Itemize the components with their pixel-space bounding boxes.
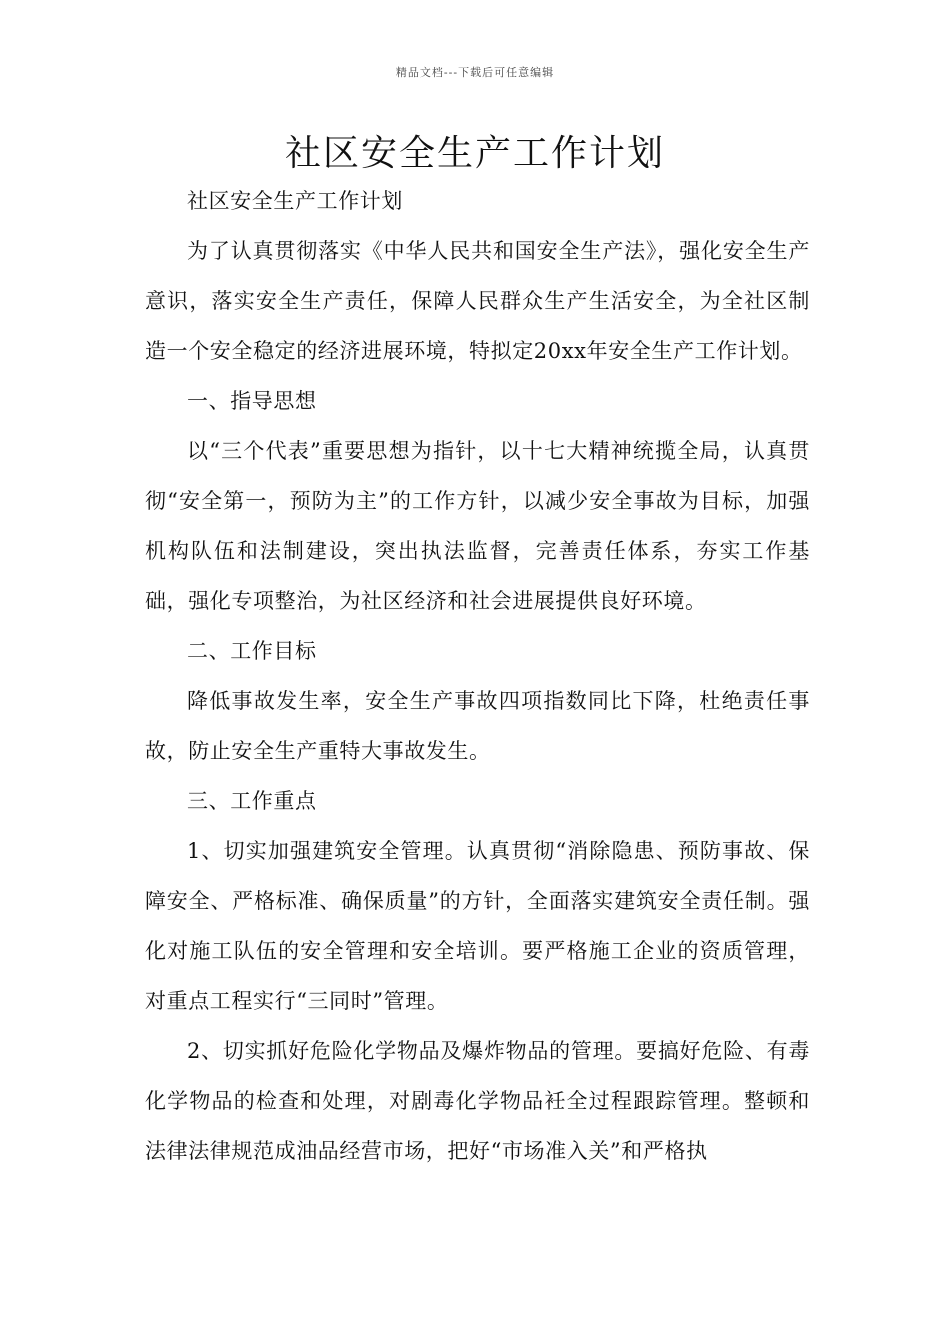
section-heading-guiding-ideology: 一、指导思想 (187, 389, 317, 413)
subtitle-paragraph: 社区安全生产工作计划 (187, 189, 403, 213)
document-title: 社区安全生产工作计划 (284, 133, 665, 174)
intro-paragraph: 为了认真贯彻落实《中华人民共和国安全生产法》，强化安全生产意识，落实安全生产责任，保障人民群众生产生活安全，为全社区制造一个安全稳定的经济进展环境，特拟定20xx年安全生产工作计划。 (145, 239, 810, 363)
section-heading-work-goals: 二、工作目标 (187, 639, 317, 663)
work-focus-item-2: 2、切实抓好危险化学物品及爆炸物品的管理。要搞好危险、有毒化学物品的检查和处理，对剧毒化学物品衽全过程跟踪管理。整顿和法律法律规范成油品经营市场，把好“市场准入关”和严格执 (145, 1039, 810, 1163)
work-goals-paragraph: 降低事故发生率，安全生产事故四项指数同比下降，杜绝责任事故，防止安全生产重特大事故发生。 (145, 689, 810, 763)
guiding-ideology-paragraph: 以“三个代表”重要思想为指针，以十七大精神统揽全局，认真贯彻“安全第一，预防为主”的工作方针，以减少安全事故为目标，加强机构队伍和法制建设，突出执法监督，完善责任体系，夯实工作基础，强化专项整治，为社区经济和社会进展提供良好环境。 (145, 439, 810, 613)
header-note: 精品文档---下载后可任意编辑 (395, 66, 555, 79)
document-body (145, 176, 810, 1176)
section-heading-work-focus: 三、工作重点 (187, 789, 317, 813)
work-focus-item-1: 1、切实加强建筑安全管理。认真贯彻“消除隐患、预防事故、保障安全、严格标准、确保质量”的方针，全面落实建筑安全责任制。强化对施工队伍的安全管理和安全培训。要严格施工企业的资质管理，对重点工程实行“三同时”管理。 (145, 839, 810, 1013)
